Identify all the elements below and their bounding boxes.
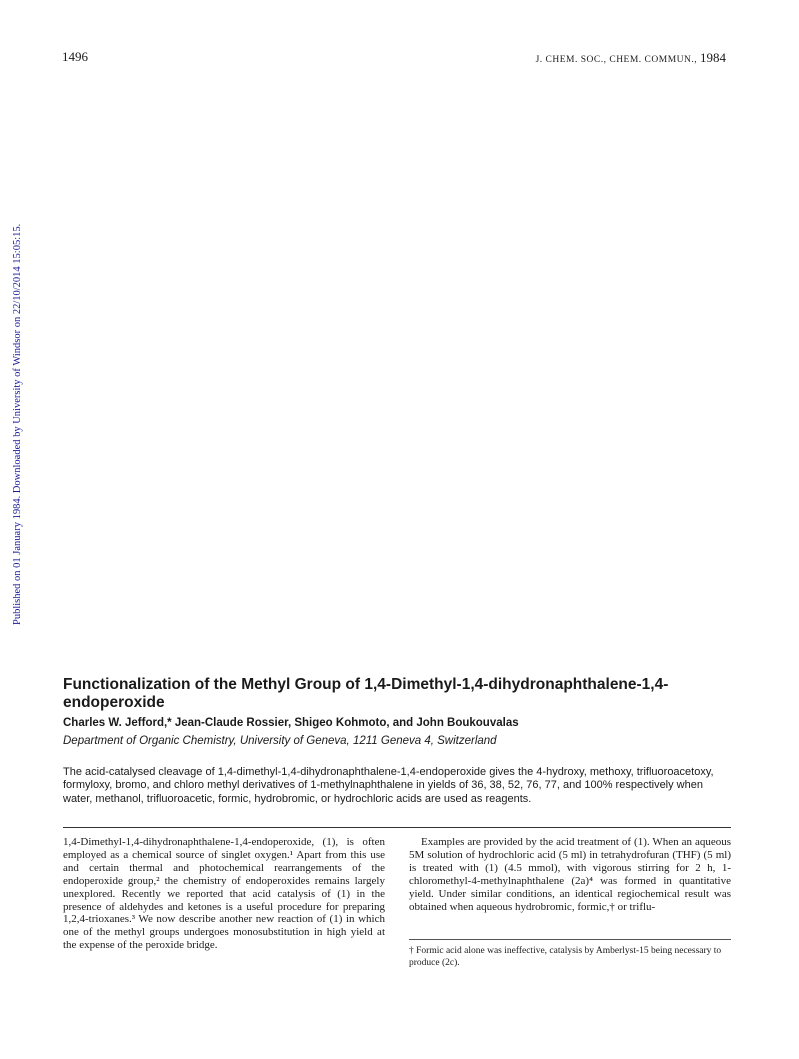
- page-number: 1496: [62, 49, 88, 64]
- article-abstract: The acid-catalysed cleavage of 1,4-dimethyl-1,4-dihydronaphthalene-1,4-endoperoxide gives the 4-hydroxy, methoxy, trifluoroacetoxy, formyloxy, bromo, and chloro methyl derivatives of 1-methylnaphthalene in yields of 36, 38, 52, 76, 77, and 100% respectively when water, methanol, trifluoroacetic, formic, hydrobromic, or hydrochloric acids are used as reagents.: [63, 766, 714, 805]
- journal-year: 1984: [700, 50, 726, 65]
- journal-name: J. CHEM. SOC., CHEM. COMMUN.,: [535, 55, 698, 65]
- body-right-column: [409, 836, 731, 913]
- footnote-divider: [409, 939, 731, 940]
- footnote: † Formic acid alone was ineffective, catalysis by Amberlyst-15 being necessary to produce (2c).: [409, 946, 722, 968]
- running-header: [536, 50, 726, 66]
- body-left-column: [63, 836, 385, 952]
- article-title: Functionalization of the Methyl Group of 1,4-Dimethyl-1,4-dihydronaphthalene-1,4-endoperoxide: [63, 676, 669, 711]
- body-paragraph: 1,4-Dimethyl-1,4-dihydronaphthalene-1,4-endoperoxide, (1), is often employed as a chemical source of singlet oxygen.¹ Apart from this use and certain thermal and photochemical rearrangements of the endoperoxide group,² the chemistry of endoperoxides remains largely unexplored. Recently we reported that acid catalysis of (1) in the presence of aldehydes and ketones is a useful procedure for preparing 1,2,4-trioxanes.³ We now describe another new reaction of (1) in which one of the methyl groups undergoes monosubstitution in high yield at the expense of the peroxide bridge.: [63, 836, 385, 952]
- section-divider: [63, 827, 731, 828]
- body-paragraph: Examples are provided by the acid treatment of (1). When an aqueous 5M solution of hydrochloric acid (5 ml) in tetrahydrofuran (THF) (5 ml) is treated with (1) (4.5 mmol), with vigorous stirring for 2 h, 1-chloromethyl-4-methylnaphthalene (2a)⁴ was formed in quantitative yield. Under similar conditions, an identical regiochemical result was obtained when aqueous hydrobromic, formic,† or triflu-: [409, 836, 731, 913]
- article-authors: Charles W. Jefford,* Jean-Claude Rossier, Shigeo Kohmoto, and John Boukouvalas: [63, 717, 519, 729]
- download-watermark-text: Published on 01 January 1984. Downloaded by University of Windsor on 22/10/2014 15:05:15.: [12, 223, 23, 625]
- article-affiliation: Department of Organic Chemistry, University of Geneva, 1211 Geneva 4, Switzerland: [63, 735, 497, 747]
